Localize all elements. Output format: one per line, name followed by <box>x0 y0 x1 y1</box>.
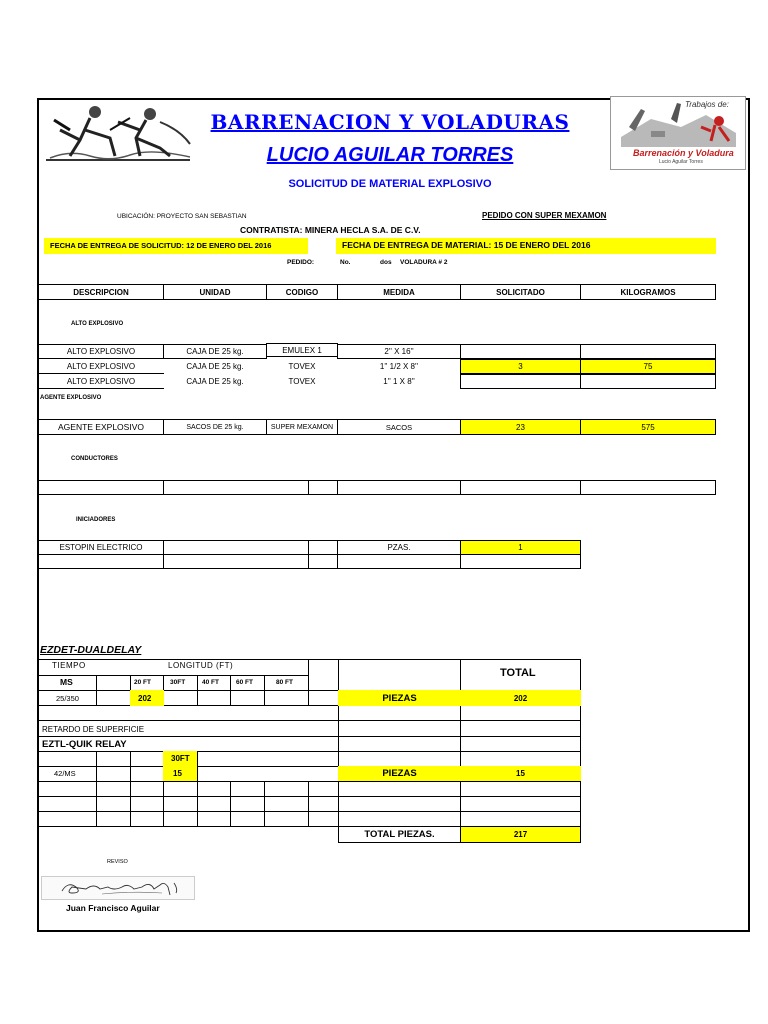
grid-line <box>308 659 309 705</box>
length-80ft: 80 FT <box>276 679 293 686</box>
retardo-title: RETARDO DE SUPERFICIE <box>42 725 145 734</box>
agente-unidad: SACOS DE 25 kg. <box>163 419 267 435</box>
length-40ft: 40 FT <box>202 679 219 686</box>
form-subtitle: SOLICITUD DE MATERIAL EXPLOSIVO <box>288 178 492 190</box>
alto-unidad-2: CAJA DE 25 kg. <box>186 361 244 371</box>
alto-kg-2: 75 <box>580 359 716 374</box>
grid-line <box>197 675 198 705</box>
pedido-label: PEDIDO: <box>287 259 315 266</box>
grid-line <box>264 675 265 705</box>
grid-line <box>96 751 97 827</box>
agente-solicitado: 23 <box>460 419 581 435</box>
col-solicitado: SOLICITADO <box>460 284 581 300</box>
alto-codigo-1: EMULEX 1 <box>266 343 338 357</box>
grid-line <box>38 751 581 752</box>
longitud-label: LONGITUD (FT) <box>168 661 234 670</box>
delay-row-label: 25/350 <box>56 694 79 703</box>
page-title: BARRENACION Y VOLADURAS <box>210 110 570 134</box>
signature-image <box>41 876 195 900</box>
grid-line <box>230 675 231 705</box>
retardo-piezas-value: 15 <box>460 766 581 781</box>
col-descripcion: DESCRIPCION <box>38 284 164 300</box>
alto-solicitado-2: 3 <box>460 359 581 374</box>
reviso-label: REVISO <box>107 859 128 865</box>
alto-unidad-1: CAJA DE 25 kg. <box>163 344 267 359</box>
col-unidad: UNIDAD <box>163 284 267 300</box>
retardo-row-label: 42/MS <box>54 769 76 778</box>
col-kilogramos: KILOGRAMOS <box>580 284 716 300</box>
cond-cell-2 <box>163 480 309 495</box>
col-codigo: CODIGO <box>266 284 338 300</box>
alto-medida-1: 2'' X 16'' <box>337 344 461 359</box>
agente-kg: 575 <box>580 419 716 435</box>
total-piezas-value: 217 <box>460 826 581 843</box>
agente-codigo: SUPER MEXAMON <box>266 419 338 435</box>
pedido-con-text: PEDIDO CON SUPER MEXAMON <box>482 211 607 220</box>
grid-line <box>38 675 308 676</box>
total-piezas-label: TOTAL PIEZAS. <box>338 826 461 843</box>
grid-line <box>38 720 581 721</box>
alto-solicitado-1 <box>460 344 581 359</box>
grid-line <box>96 675 97 705</box>
voladura-text: VOLADURA # 2 <box>400 259 448 266</box>
ini-desc: ESTOPIN ELECTRICO <box>38 540 164 555</box>
alto-solicitado-3 <box>460 374 581 389</box>
delay-row-value: 202 <box>130 690 164 706</box>
ini2-cell-2 <box>163 554 309 569</box>
ini2-cell-1 <box>38 554 164 569</box>
alto-codigo-3: TOVEX <box>288 377 316 386</box>
company-logo <box>610 96 746 170</box>
dualdelay-piezas-value: 202 <box>460 690 581 706</box>
section-conductores: CONDUCTORES <box>71 456 118 462</box>
fecha-solicitud-text: FECHA DE ENTREGA DE SOLICITUD: 12 DE ENERO DEL 2016 <box>50 241 272 250</box>
grid-line <box>38 811 581 812</box>
ini-cell-3 <box>308 540 338 555</box>
cond-cell-1 <box>38 480 164 495</box>
grid-line <box>197 751 198 827</box>
grid-line <box>38 796 581 797</box>
retardo-product: EZTL-QUIK RELAY <box>42 739 127 750</box>
cond-cell-3 <box>308 480 338 495</box>
alto-medida-3: 1'' 1 X 8'' <box>383 377 415 386</box>
tiempo-label: TIEMPO <box>52 661 86 670</box>
grid-line <box>38 736 581 737</box>
grid-line <box>264 781 265 827</box>
ini2-cell-3 <box>308 554 338 569</box>
grid-line <box>460 659 461 827</box>
ms-label: MS <box>60 677 73 687</box>
section-iniciadores: INICIADORES <box>76 517 116 523</box>
cond-cell-6 <box>580 480 716 495</box>
total-label: TOTAL <box>500 667 536 679</box>
section-agente-explosivo: AGENTE EXPLOSIVO <box>40 395 102 401</box>
retardo-length: 30FT <box>163 751 197 766</box>
length-60ft: 60 FT <box>236 679 253 686</box>
alto-desc-1: ALTO EXPLOSIVO <box>38 344 164 359</box>
ini-medida: PZAS. <box>337 540 461 555</box>
signer-name: Juan Francisco Aguilar <box>66 903 160 913</box>
miners-illustration <box>40 100 200 166</box>
fecha-material-text: FECHA DE ENTREGA DE MATERIAL: 15 DE ENERO DEL 2016 <box>342 240 591 250</box>
alto-kg-3 <box>580 374 716 389</box>
section-alto-explosivo: ALTO EXPLOSIVO <box>71 321 124 327</box>
no-label: No. <box>340 259 351 266</box>
company-name: LUCIO AGUILAR TORRES <box>266 144 514 166</box>
ini-solicitado: 1 <box>460 540 581 555</box>
grid-line <box>230 781 231 827</box>
alto-medida-2: 1'' 1/2 X 8'' <box>379 361 419 371</box>
grid-line <box>38 690 338 691</box>
dualdelay-piezas-label: PIEZAS <box>338 690 461 706</box>
ini2-cell-5 <box>460 554 581 569</box>
logo-caption: Trabajos de: <box>685 100 729 109</box>
length-30ft: 30FT <box>170 679 186 686</box>
alto-desc-3: ALTO EXPLOSIVO <box>38 374 164 389</box>
alto-kg-1 <box>580 344 716 359</box>
logo-sub: Lucio Aguilar Torres <box>659 159 703 165</box>
length-20ft: 20 FT <box>134 679 151 686</box>
agente-medida: SACOS <box>337 419 461 435</box>
grid-line <box>38 781 581 782</box>
col-medida: MEDIDA <box>337 284 461 300</box>
ini-cell-2 <box>163 540 309 555</box>
ubicacion-text: UBICACIÓN: PROYECTO SAN SEBASTIAN <box>117 213 247 220</box>
retardo-row-value: 15 <box>163 766 197 781</box>
contratista-text: CONTRATISTA: MINERA HECLA S.A. DE C.V. <box>240 225 421 235</box>
grid-line <box>130 751 131 827</box>
ini2-cell-4 <box>337 554 461 569</box>
dualdelay-title: EZDET-DUALDELAY <box>40 644 142 656</box>
retardo-piezas-label: PIEZAS <box>338 766 461 781</box>
alto-codigo-2: TOVEX <box>288 361 316 371</box>
alto-desc-2: ALTO EXPLOSIVO <box>38 358 164 374</box>
alto-unidad-3: CAJA DE 25 kg. <box>186 377 244 386</box>
cond-cell-4 <box>337 480 461 495</box>
grid-line <box>308 781 309 827</box>
cond-cell-5 <box>460 480 581 495</box>
logo-brand: Barrenación y Voladura <box>633 148 734 158</box>
no-value: dos <box>380 259 392 266</box>
agente-desc: AGENTE EXPLOSIVO <box>38 419 164 435</box>
